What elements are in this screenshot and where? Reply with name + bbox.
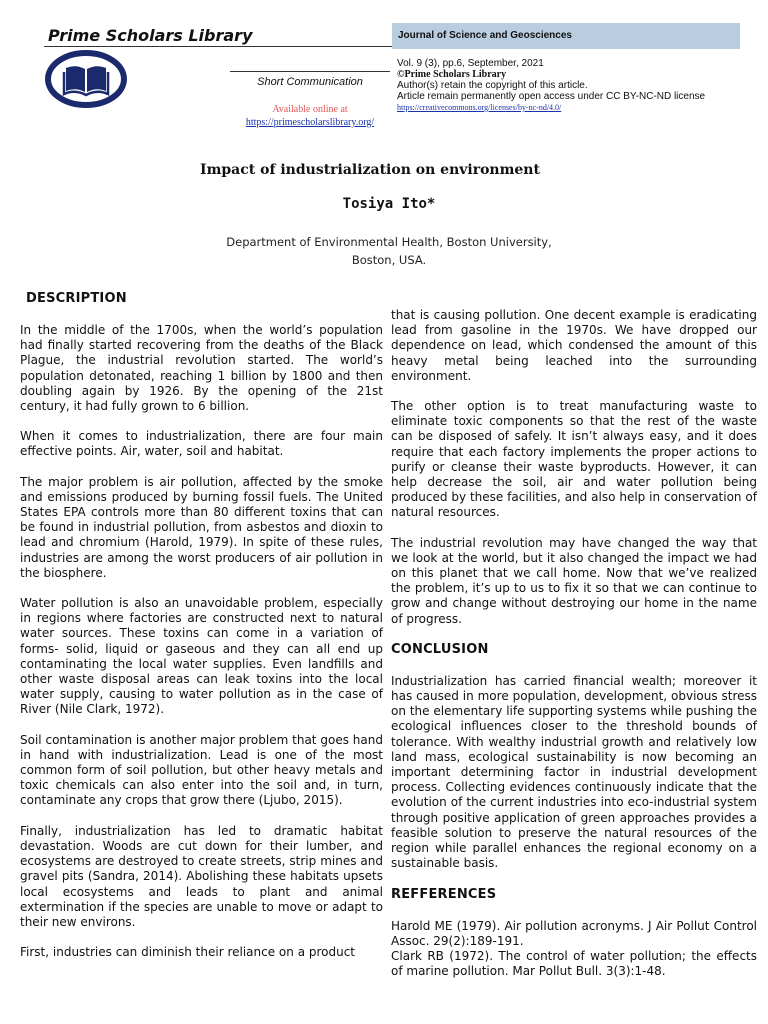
body-paragraph: Water pollution is also an unavoidable problem, especially in regions where factories are constructed next to natural water sources. These toxins can come in a variation of forms- solid, liquid or gaseous and they can all end up contaminating the local water supplies. Even landfills and other waste disposal areas can leak toxins into the local water supply, causing to water pollution as in the case of River (Nile Clark, 1972).: [20, 596, 383, 717]
publication-meta: [397, 58, 742, 113]
license-link[interactable]: https://creativecommons.org/licenses/by-nc-nd/4.0/: [397, 103, 562, 112]
body-paragraph: The major problem is air pollution, affected by the smoke and emissions produced by burning fossil fuels. The United States EPA controls more than 80 different toxins that can be found in industrial pollution, from asbestos and dioxin to lead and chromium (Harold, 1979). In spite of these rules, industries are among the worst producers of air pollution in the biosphere.: [20, 474, 383, 580]
left-column: [20, 291, 383, 960]
body-paragraph: that is causing pollution. One decent example is eradicating lead from gasoline in the 1970s. We have dropped our dependence on lead, which condensed the amount of this heavy metal being leached into the surrounding environment.: [391, 308, 757, 383]
copyright-note: Author(s) retain the copyright of this article.: [397, 80, 588, 91]
article-type: Short Communication: [230, 71, 390, 88]
body-paragraph: In the middle of the 1700s, when the world’s population had finally started recovering from the deaths of the Black Plague, the industrial revolution started. The world’s population detonated, reaching 1 billion by 1800 and then doubling again by 1926. By the opening of the 21st century, it had fully grown to 6 billion.: [20, 323, 383, 414]
body-paragraph: When it comes to industrialization, there are four main effective points. Air, water, soil and habitat.: [20, 429, 383, 459]
journal-name-bar: Journal of Science and Geosciences: [392, 23, 740, 49]
body-paragraph: The other option is to treat manufacturing waste to eliminate toxic components so that the rest of the waste can be disposed of safely. It isn’t always easy, and it does require that each factory implements the proper actions to purify or cleanse their waste byproducts. However, it can help decrease the soil, air and water pollution being produced by these facilities, and also help in conservation of natural resources.: [391, 399, 757, 520]
right-column: [391, 308, 757, 979]
volume-info: Vol. 9 (3), pp.6, September, 2021: [397, 58, 544, 69]
reference-item: Clark RB (1972). The control of water pollution; the effects of marine pollution. Mar Pollut Bull. 3(3):1-48.: [391, 948, 757, 979]
section-heading-conclusion: CONCLUSION: [391, 641, 489, 657]
paper-title: Impact of industrialization on environment: [200, 162, 540, 178]
section-heading-description: DESCRIPTION: [26, 291, 127, 306]
author-affiliation: [0, 233, 768, 269]
body-paragraph: The industrial revolution may have changed the way that we look at the world, but it also changed the impact we had on this planet that we call home. Now that we’ve realized the problem, it’s up to us to fix it so that we can continue to grow and change without destroying our home in the name of progress.: [391, 535, 757, 626]
body-paragraph: First, industries can diminish their reliance on a product: [20, 945, 356, 960]
reference-item: Harold ME (1979). Air pollution acronyms. J Air Pollut Control Assoc. 29(2):189-191.: [391, 918, 757, 948]
section-heading-references: REFFERENCES: [391, 886, 497, 902]
header-divider: [44, 46, 392, 47]
journal-website-link[interactable]: https://primescholarslibrary.org/: [245, 117, 375, 128]
copyright-line: ©Prime Scholars Library: [397, 69, 507, 80]
affiliation-line: Department of Environmental Health, Boston University,: [226, 235, 552, 249]
affiliation-line: Boston, USA.: [351, 253, 427, 267]
access-note: Article remain permanently open access under CC BY-NC-ND license: [397, 91, 706, 102]
body-paragraph: Soil contamination is another major problem that goes hand in hand with industrialization. Lead is one of the most common form of soil pollution, but other heavy metals and toxic chemicals can also enter into the soil and, in turn, contaminate any crops that grow there (Ljubo, 2015).: [20, 732, 383, 808]
publisher-name: Prime Scholars Library: [48, 26, 253, 45]
conclusion-paragraph: Industrialization has carried financial wealth; moreover it has caused in more population, development, obvious stress on the elementary life supporting systems while pushing the ecological influences closer to the threshold bounds of tolerance. With wealthy industrial growth and relatively low land mass, ecological sustainability is now becoming an important determining factor in industrial development process. Collecting evidences continuously indicate that the evolution of the current industries into eco-industrial system through positive application of green approaches provides a feasible solution to preserve the natural resources of the region while parallel enhances the regional economy on a sustainable basis.: [391, 673, 757, 871]
paper-author: Tosiya Ito*: [342, 196, 436, 212]
book-logo-icon: [44, 50, 128, 108]
available-online-label: Available online at: [272, 104, 348, 115]
body-paragraph: Finally, industrialization has led to dramatic habitat devastation. Woods are cut down for their lumber, and ecosystems are destroyed to create streets, strip mines and gravel pits (Sandra, 2014). Abolishing these habitats upsets local ecosystems and leads to plant and animal extermination if the species are unable to move or adapt to their new environs.: [20, 823, 383, 929]
